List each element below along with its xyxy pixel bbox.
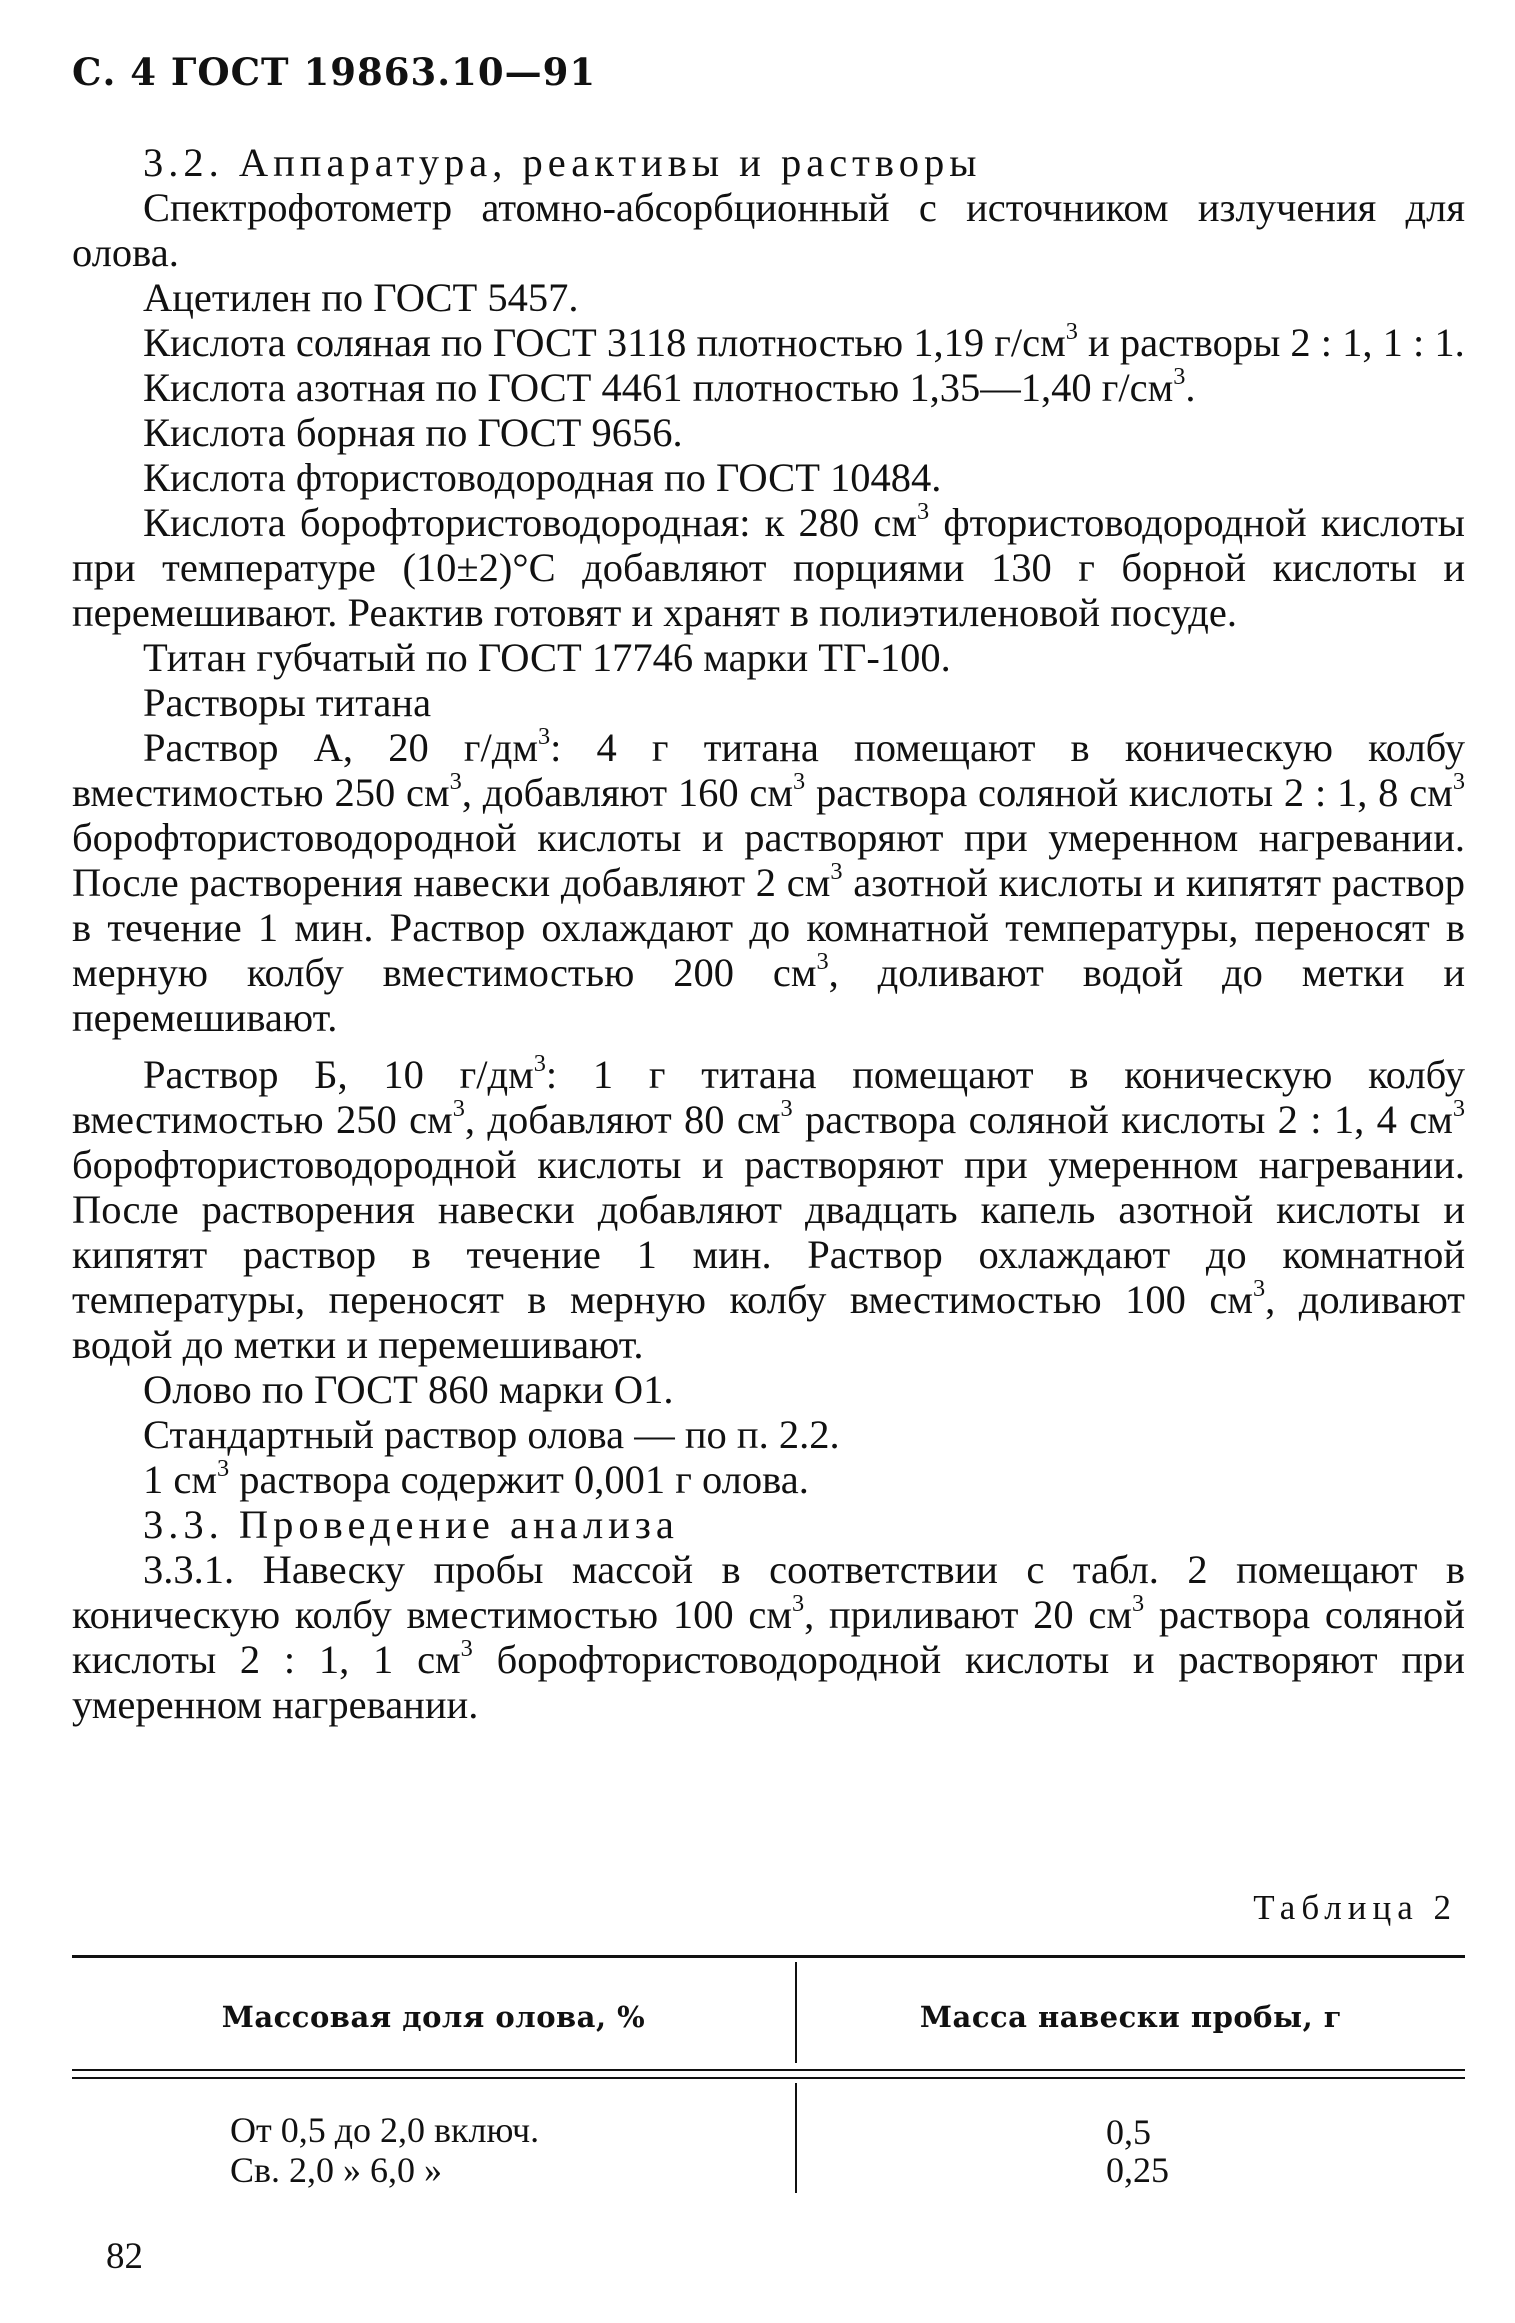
paragraph-nitric-acid: Кислота азотная по ГОСТ 4461 плотностью 1,35—1,40 $г/см^3$.	[143, 363, 1196, 410]
paragraph-3-3-1: 3.3.1. Навеску пробы массой в соответствии с табл. 2 помещают в коническую колбу вместимостью 100 $см^3$, приливают 20 $см^3$ раствора соляной кислоты 2 : 1, 1 $см^3$ борофтористоводородной кислоты и растворяют при умеренном нагревании.	[72, 1547, 1465, 1727]
paragraph-fluoroboric-acid: Кислота борофтористоводородная: к 280 $см^3$ фтористоводородной кислоты при температуре (10±2)°С добавляют порциями 130 г борной кислоты и перемешивают. Реактив готовят и хранят в полиэтиленовой посуде.	[72, 498, 1465, 635]
paragraph-hydrochloric-acid: Кислота соляная по ГОСТ 3118 плотностью 1,19 $г/см^3$ и растворы 2 : 1, 1 : 1.	[143, 318, 1465, 365]
paragraph-solution-a: Раствор А, 20 $г/дм^3$: 4 г титана помещают в коническую колбу вместимостью 250 $см^3$, добавляют 160 $см^3$ раствора соляной кислоты 2 : 1, 8 $см^3$ борофтористоводородной кислоты и растворяют при умеренном нагревании. После растворения навески добавляют 2 $см^3$ азотной кислоты и кипятят раствор в течение 1 мин. Раствор охлаждают до комнатной температуры, переносят в мерную колбу вместимостью 200 $см^3$, доливают водой до метки и перемешивают.	[72, 723, 1465, 1040]
paragraph-tin-content: 1 $см^3$ раствора содержит 0,001 г олова.	[143, 1455, 809, 1502]
paragraph-titanium-solutions: Растворы титана	[143, 680, 432, 725]
paragraph-standard-solution: Стандартный раствор олова — по п. 2.2.	[143, 1412, 840, 1457]
paragraph-hydrofluoric-acid: Кислота фтористоводородная по ГОСТ 10484.	[143, 455, 942, 500]
document-body	[72, 140, 1465, 1727]
page-number: 82	[106, 2236, 143, 2277]
table-header-rule	[72, 2069, 1465, 2071]
paragraph-tin: Олово по ГОСТ 860 марки О1.	[143, 1367, 674, 1412]
page-header: С. 4 ГОСТ 19863.10—91	[72, 50, 597, 94]
paragraph-acetylene: Ацетилен по ГОСТ 5457.	[143, 275, 579, 320]
section-heading-3-2: 3.2. Аппаратура, реактивы и растворы	[143, 140, 982, 185]
section-heading-3-3: 3.3. Проведение анализа	[143, 1502, 679, 1547]
table-header-rule-double	[72, 2077, 1465, 2079]
table-cell-row2-range: Св. 2,0 » 6,0 »	[230, 2150, 443, 2190]
paragraph-titanium-sponge: Титан губчатый по ГОСТ 17746 марки ТГ-100.	[143, 635, 951, 680]
table-cell-row1-mass: 0,5	[1106, 2112, 1151, 2152]
paragraph-solution-b: Раствор Б, 10 $г/дм^3$: 1 г титана помещают в коническую колбу вместимостью 250 $см^3$, добавляют 80 $см^3$ раствора соляной кислоты 2 : 1, 4 $см^3$ борофтористоводородной кислоты и растворяют при умеренном нагревании. После растворения навески добавляют двадцать капель азотной кислоты и кипятят раствор в течение 1 мин. Раствор охлаждают до комнатной температуры, переносят в мерную колбу вместимостью 100 $см^3$, доливают водой до метки и перемешивают.	[72, 1050, 1466, 1367]
paragraph-boric-acid: Кислота борная по ГОСТ 9656.	[143, 410, 683, 455]
table-caption: Таблица 2	[1253, 1888, 1457, 1927]
table-header-tin-fraction: Массовая доля олова, %	[221, 2000, 646, 2034]
table-column-divider-body	[795, 2083, 797, 2193]
paragraph-spectrophotometer: Спектрофотометр атомно-абсорбционный с источником излучения для олова.	[72, 185, 1465, 275]
table-header-sample-mass: Масса навески пробы, г	[919, 2000, 1343, 2034]
table-cell-row2-mass: 0,25	[1106, 2150, 1169, 2190]
table-cell-row1-range: От 0,5 до 2,0 включ.	[230, 2110, 540, 2150]
table-top-rule	[72, 1955, 1465, 1958]
